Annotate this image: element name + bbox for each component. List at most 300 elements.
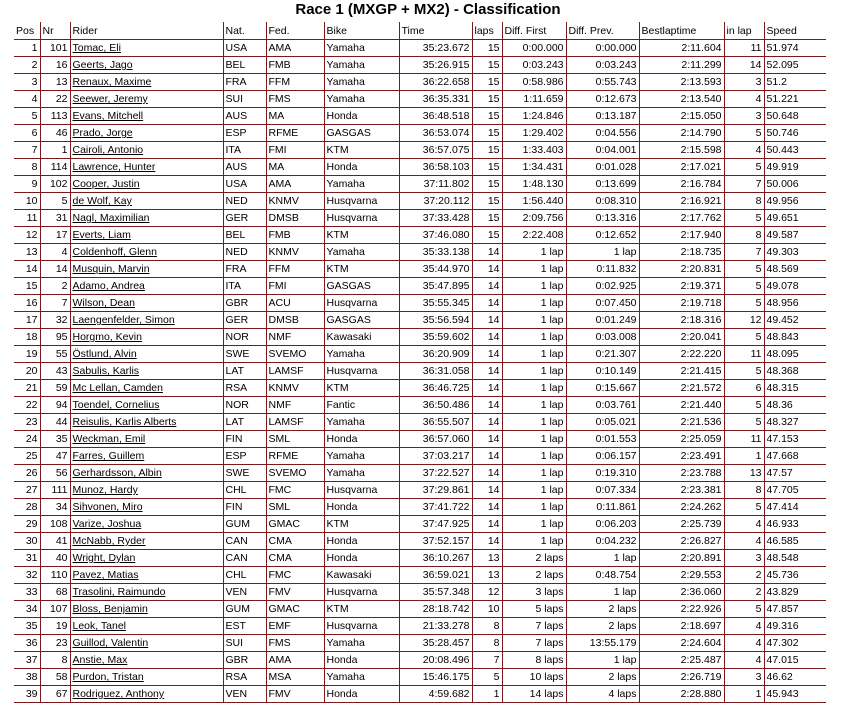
cell-rider — [70, 635, 223, 652]
cell-bestlaptime: 2:18.316 — [639, 312, 724, 329]
cell-in-lap: 5 — [724, 159, 764, 176]
cell-nat: AUS — [223, 159, 266, 176]
cell-bike: Husqvarna — [324, 295, 399, 312]
cell-bestlaptime: 2:21.440 — [639, 397, 724, 414]
header-rider: Rider — [70, 22, 223, 40]
cell-bestlaptime: 2:15.050 — [639, 108, 724, 125]
rider-link[interactable]: de Wolf, Kay — [72, 195, 132, 207]
cell-nr: 35 — [40, 431, 70, 448]
cell-in-lap: 4 — [724, 516, 764, 533]
cell-bestlaptime: 2:22.220 — [639, 346, 724, 363]
cell-nat: CHL — [223, 567, 266, 584]
cell-fed: RFME — [266, 125, 324, 142]
cell-pos: 7 — [14, 142, 40, 159]
rider-link[interactable]: Östlund, Alvin — [72, 348, 137, 360]
cell-speed: 50.443 — [764, 142, 826, 159]
cell-fed: SVEMO — [266, 465, 324, 482]
cell-time: 36:48.518 — [399, 108, 472, 125]
cell-in-lap: 5 — [724, 295, 764, 312]
rider-link[interactable]: McNabb, Ryder — [72, 535, 146, 547]
header-nr: Nr — [40, 22, 70, 40]
cell-pos: 3 — [14, 74, 40, 91]
cell-speed: 47.57 — [764, 465, 826, 482]
cell-rider — [70, 176, 223, 193]
cell-pos: 39 — [14, 686, 40, 703]
rider-link[interactable]: Leok, Tanel — [72, 620, 127, 632]
cell-laps: 15 — [472, 193, 502, 210]
cell-bike: Yamaha — [324, 669, 399, 686]
table-row — [14, 329, 826, 346]
cell-fed: SVEMO — [266, 346, 324, 363]
cell-diff-prev: 0:06.157 — [566, 448, 639, 465]
rider-link[interactable]: Cooper, Justin — [72, 178, 140, 190]
cell-laps: 14 — [472, 516, 502, 533]
header-nat: Nat. — [223, 22, 266, 40]
cell-rider — [70, 550, 223, 567]
table-row — [14, 295, 826, 312]
cell-nat: GBR — [223, 652, 266, 669]
cell-rider — [70, 244, 223, 261]
cell-diff-prev: 2 laps — [566, 669, 639, 686]
cell-pos: 14 — [14, 261, 40, 278]
cell-bike: Honda — [324, 431, 399, 448]
cell-rider — [70, 601, 223, 618]
cell-fed: ACU — [266, 295, 324, 312]
cell-speed: 46.62 — [764, 669, 826, 686]
cell-diff-prev: 0:15.667 — [566, 380, 639, 397]
cell-laps: 10 — [472, 601, 502, 618]
cell-rider — [70, 482, 223, 499]
cell-pos: 25 — [14, 448, 40, 465]
cell-diff-prev: 0:04.001 — [566, 142, 639, 159]
cell-in-lap: 5 — [724, 397, 764, 414]
cell-nat: LAT — [223, 414, 266, 431]
cell-rider — [70, 57, 223, 74]
table-row — [14, 244, 826, 261]
cell-diff-first: 10 laps — [502, 669, 566, 686]
rider-link[interactable]: Musquin, Marvin — [72, 263, 150, 275]
cell-fed: KNMV — [266, 193, 324, 210]
header-time: Time — [399, 22, 472, 40]
cell-fed: NMF — [266, 397, 324, 414]
cell-fed: FMI — [266, 142, 324, 159]
cell-nr: 102 — [40, 176, 70, 193]
cell-diff-prev: 1 lap — [566, 584, 639, 601]
cell-nr: 94 — [40, 397, 70, 414]
cell-bestlaptime: 2:29.553 — [639, 567, 724, 584]
cell-nat: CAN — [223, 533, 266, 550]
rider-link[interactable]: Weckman, Emil — [72, 433, 146, 445]
cell-nat: RSA — [223, 669, 266, 686]
cell-speed: 49.316 — [764, 618, 826, 635]
cell-time: 35:44.970 — [399, 261, 472, 278]
cell-bike: Honda — [324, 499, 399, 516]
cell-bestlaptime: 2:13.593 — [639, 74, 724, 91]
cell-diff-prev: 0:05.021 — [566, 414, 639, 431]
cell-pos: 32 — [14, 567, 40, 584]
cell-in-lap: 5 — [724, 414, 764, 431]
cell-rider — [70, 159, 223, 176]
cell-pos: 30 — [14, 533, 40, 550]
cell-diff-first: 1 lap — [502, 448, 566, 465]
cell-nr: 110 — [40, 567, 70, 584]
rider-link[interactable]: Pavez, Matias — [72, 569, 139, 581]
cell-fed: AMA — [266, 176, 324, 193]
rider-link[interactable]: Toendel, Cornelius — [72, 399, 160, 411]
cell-laps: 12 — [472, 584, 502, 601]
cell-bestlaptime: 2:26.827 — [639, 533, 724, 550]
rider-link[interactable]: Prado, Jorge — [72, 127, 133, 139]
cell-laps: 14 — [472, 295, 502, 312]
rider-link[interactable]: Gerhardsson, Albin — [72, 467, 162, 479]
cell-pos: 10 — [14, 193, 40, 210]
rider-link[interactable]: Renaux, Maxime — [72, 76, 152, 88]
cell-speed: 48.548 — [764, 550, 826, 567]
cell-bike: Husqvarna — [324, 210, 399, 227]
rider-link[interactable]: Munoz, Hardy — [72, 484, 138, 496]
cell-rider — [70, 261, 223, 278]
cell-nr: 113 — [40, 108, 70, 125]
header-speed: Speed — [764, 22, 826, 40]
cell-rider — [70, 91, 223, 108]
cell-diff-prev: 0:01.028 — [566, 159, 639, 176]
cell-bike: Husqvarna — [324, 193, 399, 210]
cell-bestlaptime: 2:20.041 — [639, 329, 724, 346]
cell-bike: Husqvarna — [324, 482, 399, 499]
cell-bestlaptime: 2:11.299 — [639, 57, 724, 74]
cell-time: 20:08.496 — [399, 652, 472, 669]
cell-nat: NOR — [223, 397, 266, 414]
cell-time: 35:57.348 — [399, 584, 472, 601]
rider-link[interactable]: Mc Lellan, Camden — [72, 382, 163, 394]
cell-nr: 44 — [40, 414, 70, 431]
cell-laps: 13 — [472, 567, 502, 584]
cell-bestlaptime: 2:15.598 — [639, 142, 724, 159]
cell-time: 4:59.682 — [399, 686, 472, 703]
cell-speed: 48.843 — [764, 329, 826, 346]
cell-rider — [70, 295, 223, 312]
rider-link[interactable]: Purdon, Tristan — [72, 671, 144, 683]
rider-link[interactable]: Sabulis, Karlis — [72, 365, 140, 377]
cell-pos: 18 — [14, 329, 40, 346]
header-diff-first: Diff. First — [502, 22, 566, 40]
cell-rider — [70, 346, 223, 363]
cell-diff-prev: 2 laps — [566, 601, 639, 618]
rider-link[interactable]: Tomac, Eli — [72, 42, 121, 54]
cell-speed: 47.857 — [764, 601, 826, 618]
cell-diff-prev: 0:19.310 — [566, 465, 639, 482]
cell-nr: 13 — [40, 74, 70, 91]
cell-bike: Husqvarna — [324, 618, 399, 635]
cell-speed: 49.303 — [764, 244, 826, 261]
rider-link[interactable]: Sihvonen, Miro — [72, 501, 143, 513]
rider-link[interactable]: Nagl, Maximilian — [72, 212, 150, 224]
cell-rider — [70, 465, 223, 482]
cell-pos: 29 — [14, 516, 40, 533]
cell-bike: Kawasaki — [324, 329, 399, 346]
cell-nr: 46 — [40, 125, 70, 142]
rider-link[interactable]: Seewer, Jeremy — [72, 93, 148, 105]
cell-diff-first: 1 lap — [502, 533, 566, 550]
cell-pos: 13 — [14, 244, 40, 261]
cell-diff-first: 1 lap — [502, 329, 566, 346]
cell-bestlaptime: 2:21.536 — [639, 414, 724, 431]
cell-speed: 51.2 — [764, 74, 826, 91]
cell-nat: ESP — [223, 125, 266, 142]
cell-diff-prev: 0:04.232 — [566, 533, 639, 550]
table-row — [14, 346, 826, 363]
rider-link[interactable]: Evans, Mitchell — [72, 110, 144, 122]
cell-rider — [70, 227, 223, 244]
rider-link[interactable]: Guillod, Valentin — [72, 637, 149, 649]
cell-bike: Fantic — [324, 397, 399, 414]
cell-speed: 48.368 — [764, 363, 826, 380]
cell-diff-first: 2 laps — [502, 567, 566, 584]
cell-speed: 47.414 — [764, 499, 826, 516]
rider-link[interactable]: Horgmo, Kevin — [72, 331, 142, 343]
rider-link[interactable]: Wilson, Dean — [72, 297, 135, 309]
cell-fed: LAMSF — [266, 363, 324, 380]
cell-rider — [70, 516, 223, 533]
cell-nat: AUS — [223, 108, 266, 125]
cell-diff-prev: 0:00.000 — [566, 40, 639, 57]
cell-diff-first: 5 laps — [502, 601, 566, 618]
cell-diff-prev: 0:02.925 — [566, 278, 639, 295]
cell-diff-prev: 4 laps — [566, 686, 639, 703]
header-pos: Pos — [14, 22, 40, 40]
cell-bike: Yamaha — [324, 74, 399, 91]
cell-in-lap: 5 — [724, 499, 764, 516]
table-row — [14, 635, 826, 652]
cell-speed: 47.668 — [764, 448, 826, 465]
cell-in-lap: 5 — [724, 329, 764, 346]
cell-nr: 41 — [40, 533, 70, 550]
cell-bike: Yamaha — [324, 465, 399, 482]
cell-in-lap: 3 — [724, 74, 764, 91]
rider-link[interactable]: Laengenfelder, Simon — [72, 314, 175, 326]
cell-nr: 68 — [40, 584, 70, 601]
rider-link[interactable]: Trasolini, Raimundo — [72, 586, 166, 598]
table-row — [14, 91, 826, 108]
cell-nat: RSA — [223, 380, 266, 397]
cell-speed: 47.302 — [764, 635, 826, 652]
cell-diff-prev: 0:03.243 — [566, 57, 639, 74]
cell-time: 36:35.331 — [399, 91, 472, 108]
table-row — [14, 431, 826, 448]
table-row — [14, 448, 826, 465]
cell-in-lap: 5 — [724, 363, 764, 380]
cell-rider — [70, 567, 223, 584]
cell-diff-prev: 1 lap — [566, 652, 639, 669]
cell-laps: 14 — [472, 346, 502, 363]
cell-laps: 13 — [472, 550, 502, 567]
cell-fed: FMS — [266, 635, 324, 652]
cell-bike: Yamaha — [324, 414, 399, 431]
cell-rider — [70, 499, 223, 516]
cell-bestlaptime: 2:21.572 — [639, 380, 724, 397]
cell-rider — [70, 397, 223, 414]
cell-diff-first: 0:03.243 — [502, 57, 566, 74]
cell-speed: 45.736 — [764, 567, 826, 584]
cell-nr: 16 — [40, 57, 70, 74]
cell-laps: 15 — [472, 108, 502, 125]
cell-fed: FMB — [266, 227, 324, 244]
cell-nr: 2 — [40, 278, 70, 295]
cell-bike: Honda — [324, 686, 399, 703]
rider-link[interactable]: Everts, Liam — [72, 229, 131, 241]
cell-fed: KNMV — [266, 244, 324, 261]
rider-link[interactable]: Geerts, Jago — [72, 59, 133, 71]
cell-fed: FMV — [266, 584, 324, 601]
cell-bestlaptime: 2:16.921 — [639, 193, 724, 210]
cell-diff-first: 1 lap — [502, 516, 566, 533]
cell-rider — [70, 193, 223, 210]
table-row — [14, 108, 826, 125]
cell-speed: 50.648 — [764, 108, 826, 125]
cell-speed: 51.974 — [764, 40, 826, 57]
cell-in-lap: 13 — [724, 465, 764, 482]
cell-diff-first: 1 lap — [502, 312, 566, 329]
cell-in-lap: 4 — [724, 635, 764, 652]
cell-nr: 7 — [40, 295, 70, 312]
header-diff-prev: Diff. Prev. — [566, 22, 639, 40]
table-row — [14, 533, 826, 550]
cell-nat: CAN — [223, 550, 266, 567]
cell-nr: 40 — [40, 550, 70, 567]
cell-time: 36:57.075 — [399, 142, 472, 159]
rider-link[interactable]: Bloss, Benjamin — [72, 603, 148, 615]
cell-in-lap: 11 — [724, 431, 764, 448]
cell-diff-prev: 0:13.316 — [566, 210, 639, 227]
cell-in-lap: 7 — [724, 244, 764, 261]
cell-time: 37:33.428 — [399, 210, 472, 227]
cell-in-lap: 1 — [724, 686, 764, 703]
cell-pos: 28 — [14, 499, 40, 516]
cell-diff-first: 1 lap — [502, 465, 566, 482]
cell-pos: 24 — [14, 431, 40, 448]
rider-link[interactable]: Reisulis, Karlis Alberts — [72, 416, 177, 428]
cell-nr: 19 — [40, 618, 70, 635]
cell-time: 36:53.074 — [399, 125, 472, 142]
cell-bestlaptime: 2:17.762 — [639, 210, 724, 227]
cell-fed: CMA — [266, 533, 324, 550]
cell-bestlaptime: 2:18.697 — [639, 618, 724, 635]
cell-speed: 52.095 — [764, 57, 826, 74]
cell-laps: 15 — [472, 210, 502, 227]
cell-diff-first: 1 lap — [502, 482, 566, 499]
cell-fed: NMF — [266, 329, 324, 346]
cell-diff-prev: 0:11.861 — [566, 499, 639, 516]
cell-bike: KTM — [324, 380, 399, 397]
cell-bestlaptime: 2:36.060 — [639, 584, 724, 601]
cell-bike: Honda — [324, 533, 399, 550]
cell-laps: 15 — [472, 74, 502, 91]
rider-link[interactable]: Wright, Dylan — [72, 552, 136, 564]
cell-rider — [70, 108, 223, 125]
rider-link[interactable]: Lawrence, Hunter — [72, 161, 156, 173]
cell-pos: 4 — [14, 91, 40, 108]
cell-bestlaptime: 2:23.491 — [639, 448, 724, 465]
cell-time: 37:52.157 — [399, 533, 472, 550]
cell-bike: Honda — [324, 652, 399, 669]
cell-fed: EMF — [266, 618, 324, 635]
cell-nat: FRA — [223, 261, 266, 278]
cell-time: 36:22.658 — [399, 74, 472, 91]
cell-fed: DMSB — [266, 210, 324, 227]
cell-pos: 16 — [14, 295, 40, 312]
cell-bike: Yamaha — [324, 91, 399, 108]
cell-nat: GUM — [223, 516, 266, 533]
table-row — [14, 482, 826, 499]
cell-fed: SML — [266, 499, 324, 516]
cell-bike: Honda — [324, 108, 399, 125]
cell-pos: 26 — [14, 465, 40, 482]
cell-diff-prev: 0:06.203 — [566, 516, 639, 533]
cell-rider — [70, 312, 223, 329]
cell-fed: LAMSF — [266, 414, 324, 431]
cell-speed: 49.587 — [764, 227, 826, 244]
cell-laps: 14 — [472, 499, 502, 516]
cell-bestlaptime: 2:23.381 — [639, 482, 724, 499]
cell-bestlaptime: 2:20.891 — [639, 550, 724, 567]
cell-time: 37:22.527 — [399, 465, 472, 482]
rider-link[interactable]: Coldenhoff, Glenn — [72, 246, 157, 258]
cell-speed: 49.078 — [764, 278, 826, 295]
cell-pos: 33 — [14, 584, 40, 601]
cell-fed: DMSB — [266, 312, 324, 329]
rider-link[interactable]: Rodriguez, Anthony — [72, 688, 165, 700]
table-row — [14, 584, 826, 601]
cell-diff-first: 1 lap — [502, 363, 566, 380]
table-row — [14, 261, 826, 278]
cell-diff-prev: 0:11.832 — [566, 261, 639, 278]
cell-pos: 34 — [14, 601, 40, 618]
cell-bike: Kawasaki — [324, 567, 399, 584]
cell-diff-first: 1 lap — [502, 244, 566, 261]
cell-fed: SML — [266, 431, 324, 448]
rider-link[interactable]: Varize, Joshua — [72, 518, 142, 530]
cell-time: 36:20.909 — [399, 346, 472, 363]
cell-diff-first: 0:58.986 — [502, 74, 566, 91]
cell-in-lap: 6 — [724, 380, 764, 397]
cell-in-lap: 5 — [724, 278, 764, 295]
cell-bestlaptime: 2:14.790 — [639, 125, 724, 142]
cell-rider — [70, 431, 223, 448]
cell-nat: ITA — [223, 278, 266, 295]
header-laps: laps — [472, 22, 502, 40]
cell-in-lap: 4 — [724, 533, 764, 550]
cell-time: 21:33.278 — [399, 618, 472, 635]
cell-laps: 5 — [472, 669, 502, 686]
cell-nr: 59 — [40, 380, 70, 397]
cell-in-lap: 4 — [724, 91, 764, 108]
table-row — [14, 380, 826, 397]
cell-nat: GUM — [223, 601, 266, 618]
cell-diff-first: 2:09.756 — [502, 210, 566, 227]
rider-link[interactable]: Cairoli, Antonio — [72, 144, 144, 156]
cell-in-lap: 3 — [724, 669, 764, 686]
cell-diff-prev: 0:12.673 — [566, 91, 639, 108]
cell-rider — [70, 669, 223, 686]
cell-diff-prev: 0:12.652 — [566, 227, 639, 244]
cell-diff-first: 1:24.846 — [502, 108, 566, 125]
cell-nr: 111 — [40, 482, 70, 499]
cell-rider — [70, 448, 223, 465]
cell-time: 37:03.217 — [399, 448, 472, 465]
rider-link[interactable]: Adamo, Andrea — [72, 280, 145, 292]
rider-link[interactable]: Farres, Guillem — [72, 450, 145, 462]
rider-link[interactable]: Anstie, Max — [72, 654, 128, 666]
